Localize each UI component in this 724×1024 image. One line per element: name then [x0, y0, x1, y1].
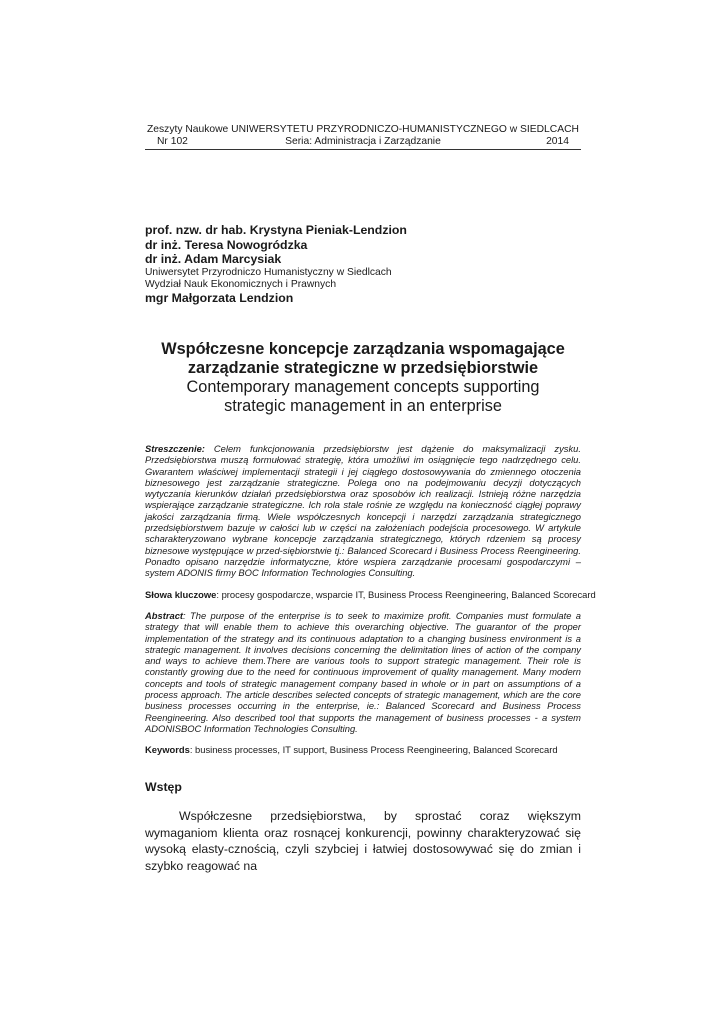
keywords-text: : business processes, IT support, Business Process Reengineering, Balanced Scorecard: [189, 744, 558, 755]
series-name: Seria: Administracja i Zarządzanie: [285, 136, 441, 147]
journal-header: Zeszyty Naukowe UNIWERSYTETU PRZYRODNICZO-HUMANISTYCZNEGO w SIEDLCACH: [147, 124, 579, 135]
streszczenie: [145, 443, 581, 579]
abstract: [145, 610, 581, 734]
author-3: dr inż. Adam Marcysiak: [145, 252, 282, 266]
abstract-text: : The purpose of the enterprise is to seek to maximize profit. Companies must formulate a strategy that will enable them to achieve this overarching objective. The guarantor of the proper implementation of the strategy and its continuous adaptation to a changing business environment is a strategic management. It involves decisions concerning the delimitation lines of action of the company and ways to achieve them.There are various tools to support strategic management. Their role is constantly growing due to the need for continuous improvement of quality management. Many modern concepts and tools of strategic management company based in whole or in part on assumptions of a process approach. The article describes selected concepts of strategic management, which are the core business processes occurring in the enterprise, ie.: Balanced Scorecard and Business Process Reengineering. Also described tool that supports the management of business processes - a system ADONISBOC Information Technologies Consulting.: [145, 610, 581, 734]
section-heading: Wstęp: [145, 780, 182, 794]
streszczenie-label: Streszczenie:: [145, 443, 205, 454]
keywords: [145, 744, 585, 755]
header-line: [145, 136, 581, 150]
title-pl-line1: Współczesne koncepcje zarządzania wspomagające: [161, 340, 565, 358]
author-4: mgr Małgorzata Lendzion: [145, 290, 294, 305]
title-en-line2: strategic management in an enterprise: [224, 397, 502, 415]
slowa-kluczowe: [145, 589, 596, 600]
section-body: Współczesne przedsiębiorstwa, by sprostać coraz większym wymaganiom klienta oraz rosnącej konkurencji, powinny charakteryzować się wysoką elasty-cznością, czyli szybciej i łatwiej dostosowywać się do zmian i szybko reagować na: [145, 809, 581, 874]
author-2: dr inż. Teresa Nowogródzka: [145, 237, 308, 252]
year: 2014: [546, 136, 569, 147]
affiliation-university: Uniwersytet Przyrodniczo Humanistyczny w Siedlcach: [145, 266, 392, 278]
title-en-line1: Contemporary management concepts supporting: [186, 378, 540, 396]
author-1: prof. nzw. dr hab. Krystyna Pieniak-Lendzion: [145, 223, 407, 237]
slowa-kluczowe-label: Słowa kluczowe: [145, 589, 217, 600]
paper-title: [145, 340, 581, 416]
issue-number: Nr 102: [157, 136, 188, 147]
authors-block: [145, 223, 581, 305]
title-pl-line2: zarządzanie strategiczne w przedsiębiorstwie: [187, 359, 539, 377]
slowa-kluczowe-text: : procesy gospodarcze, wsparcie IT, Business Process Reengineering, Balanced Scorecard: [216, 589, 596, 600]
streszczenie-text: Celem funkcjonowania przedsiębiorstw jest dążenie do maksymalizacji zysku. Przedsiębiorstwa muszą formułować strategię, która umożliwi im osiągnięcie tego nadrzędnego celu. Gwarantem właściwej implementacji strategii i jej ciągłego dostosowywania do zmiennego otoczenia biznesowego jest zarządzanie strategiczne. Polega ono na podejmowaniu decyzji dotyczących wytyczania kierunków działań przedsiębiorstwa oraz sposobów ich realizacji. Istnieją różne narzędzia wspierające zarządzanie strategiczne. Ich rola stale rośnie ze względu na konieczność ciągłej poprawy jakości zarządzania firmą. Wiele współczesnych koncepcji i narzędzi zarządzania strategicznego przedsiębiorstwem bazuje w całości lub w części na założeniach podejścia procesowego. W artykule scharakteryzowano wybrane koncepcje zarządzania strategicznego, których rdzeniem są procesy biznesowe występujące w przed-siębiorstwie tj.: Balanced Scorecard i Business Process Reengineering. Ponadto opisano narzędzie informatyczne, które wspiera zarządzanie procesami gospodarczymi – system ADONIS firmy BOC Information Technologies Consulting.: [145, 443, 581, 579]
affiliation-faculty: Wydział Nauk Ekonomicznych i Prawnych: [145, 278, 337, 290]
keywords-label: Keywords: [145, 744, 190, 755]
abstract-label: Abstract: [145, 610, 184, 621]
